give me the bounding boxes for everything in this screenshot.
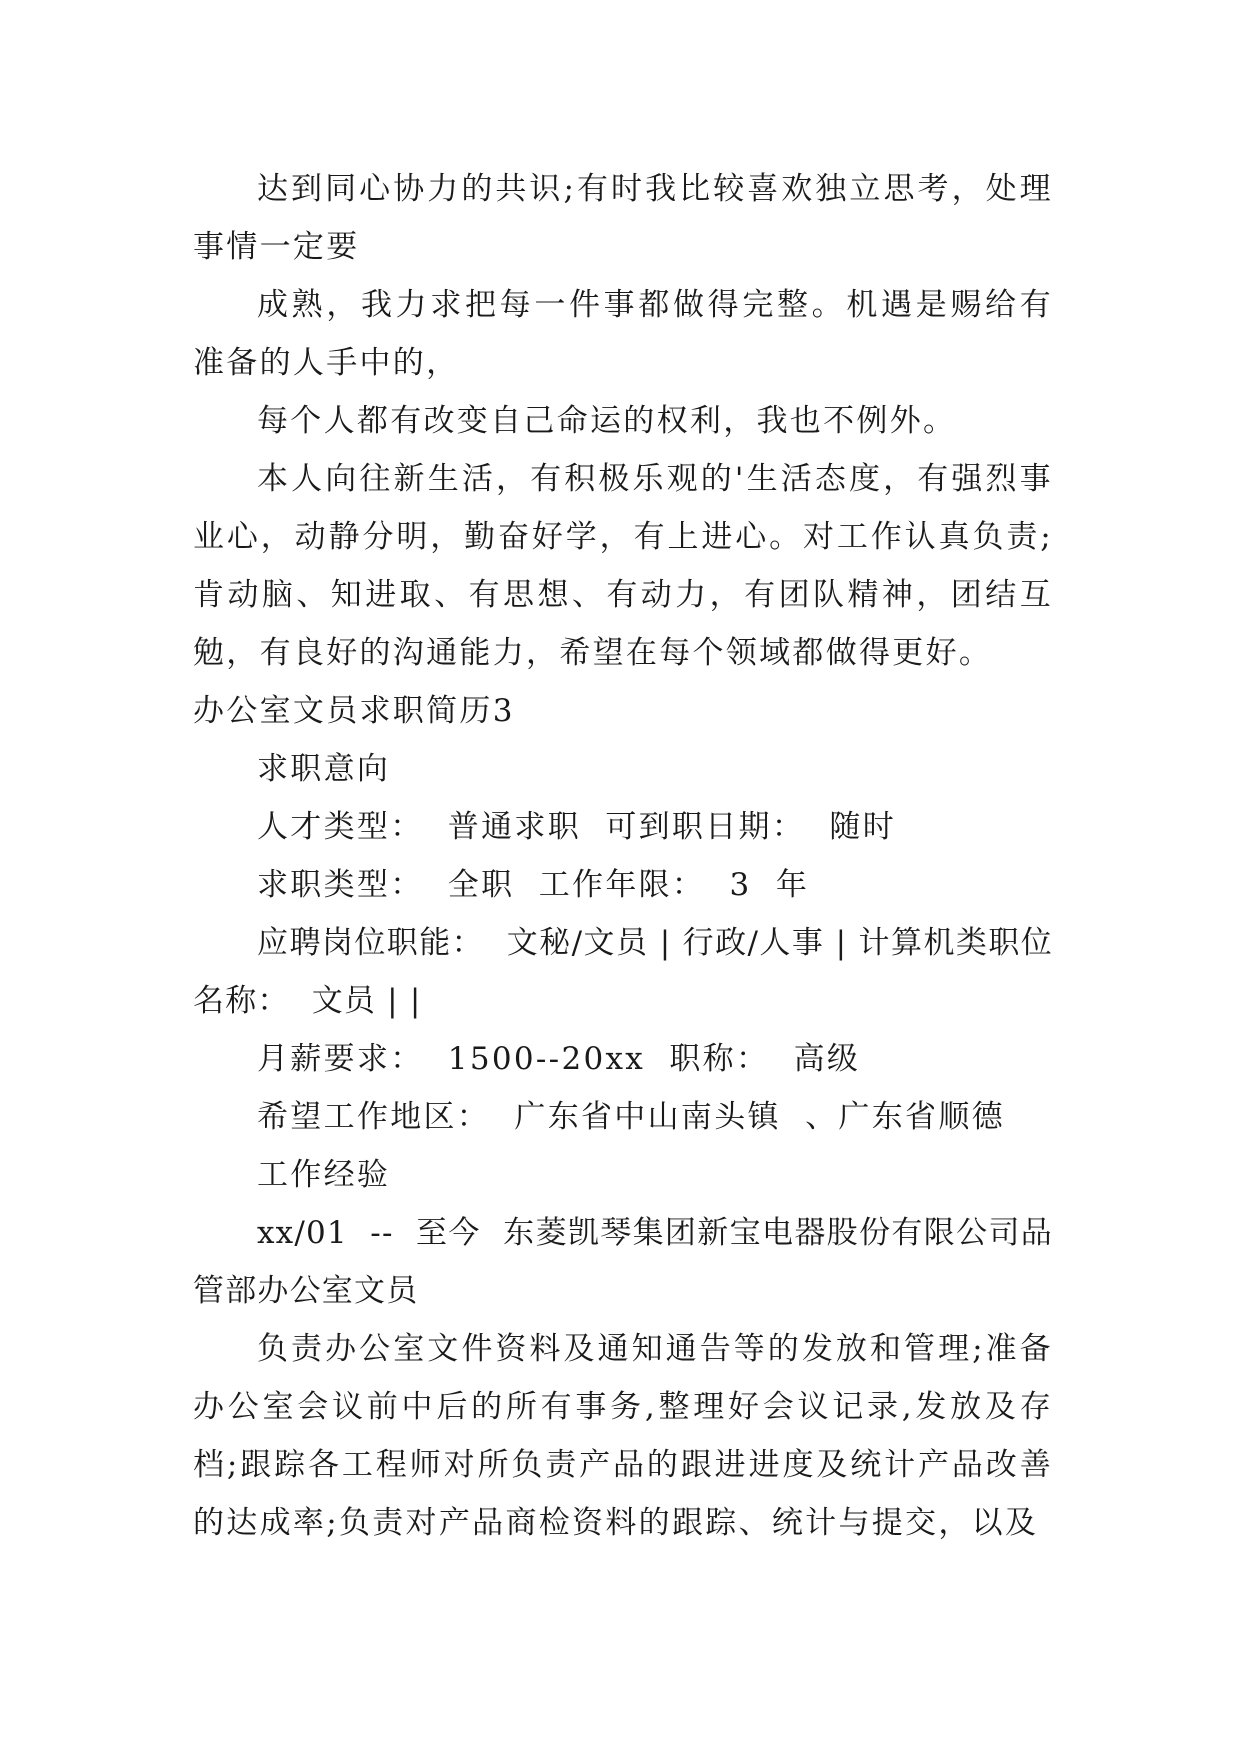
paragraph-self-evaluation: 本人向往新生活，有积极乐观的'生活态度，有强烈事业心，动静分明，勤奋好学，有上进心。对工作认真负责;肯动脑、知进取、有思想、有动力，有团队精神，团结互勉，有良好的沟通能力，希望在每个领域都做得更好。: [193, 461, 1053, 671]
field-talent-type: 人才类型： 普通求职 可到职日期： 随时: [257, 809, 897, 845]
experience-entry: xx/01 -- 至今 东菱凯琴集团新宝电器股份有限公司品管部办公室文员: [193, 1215, 1053, 1309]
field-salary: 月薪要求： 1500--20xx 职称： 高级: [257, 1041, 861, 1077]
paragraph-mature: 成熟，我力求把每一件事都做得完整。机遇是赐给有准备的人手中的，: [193, 287, 1053, 381]
heading-job-intention: 求职意向: [257, 751, 391, 787]
field-job-type: 求职类型： 全职 工作年限： 3 年: [257, 867, 810, 903]
paragraph-destiny: 每个人都有改变自己命运的权利，我也不例外。: [257, 403, 957, 439]
field-work-location: 希望工作地区： 广东省中山南头镇 、广东省顺德: [257, 1099, 1005, 1135]
paragraph-consensus: 达到同心协力的共识;有时我比较喜欢独立思考，处理事情一定要: [193, 171, 1053, 265]
field-position-function: 应聘岗位职能： 文秘/文员 | 行政/人事 | 计算机类职位名称： 文员 | |: [193, 925, 1053, 1019]
heading-work-experience: 工作经验: [257, 1157, 391, 1193]
experience-duties: 负责办公室文件资料及通知通告等的发放和管理;准备办公室会议前中后的所有事务,整理好会议记录,发放及存档;跟踪各工程师对所负责产品的跟进进度及统计产品改善的达成率;负责对产品商检资料的跟踪、统计与提交，以及: [193, 1331, 1053, 1541]
document-body: [193, 160, 1053, 1552]
section-title-resume-3: 办公室文员求职简历3: [193, 693, 515, 729]
